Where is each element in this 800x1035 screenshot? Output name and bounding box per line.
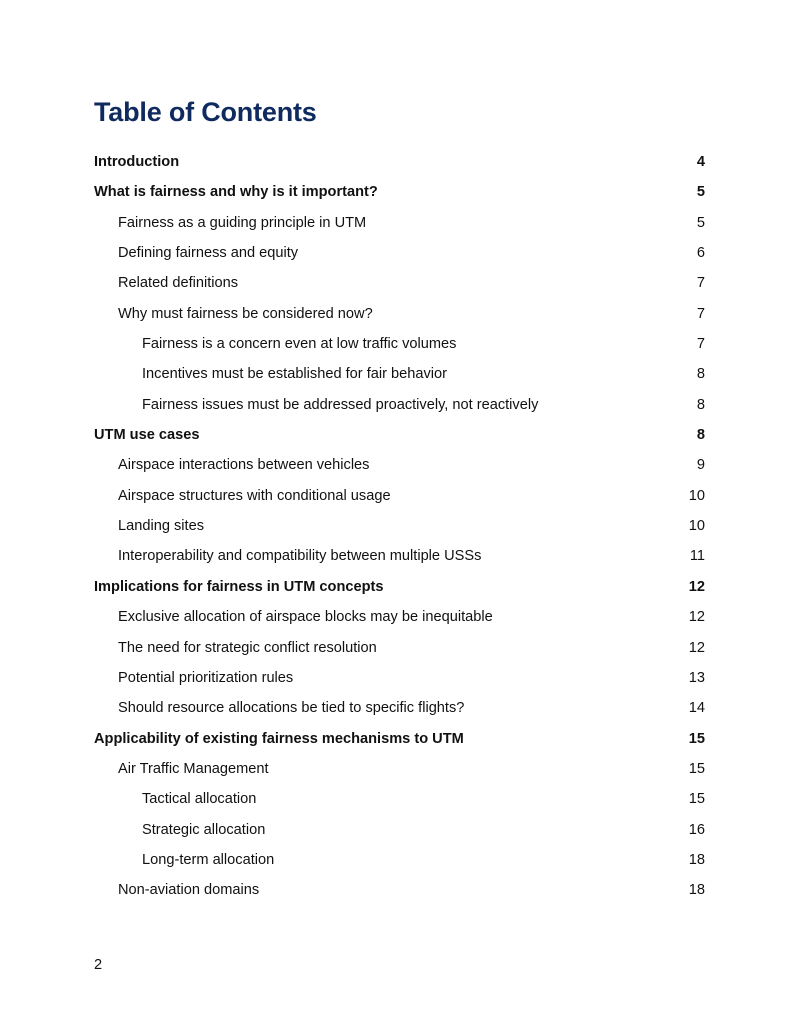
toc-entry[interactable] (0, 633, 800, 663)
toc-entry[interactable] (0, 875, 800, 905)
toc-entry[interactable] (0, 572, 800, 602)
toc-entry-page: 7 (696, 336, 705, 353)
toc-entry-page: 4 (696, 154, 705, 170)
toc-entry-title: Air Traffic Management (118, 760, 269, 777)
toc-entry-title: Applicability of existing fairness mechanisms to UTM (94, 730, 464, 747)
toc-entry-title: UTM use cases (94, 427, 200, 444)
toc-entry-page: 12 (688, 609, 705, 626)
toc-entry-page: 8 (696, 366, 705, 383)
toc-entry-title: Tactical allocation (142, 791, 257, 808)
toc-entry[interactable] (0, 208, 800, 238)
toc-entry-page: 12 (688, 639, 705, 656)
toc-entry[interactable] (0, 602, 800, 632)
toc-entry[interactable] (0, 238, 800, 268)
toc-entry[interactable] (0, 724, 800, 754)
toc-entry[interactable] (0, 663, 800, 693)
toc-entry-title: Non-aviation domains (118, 882, 260, 899)
toc-entry-title: Airspace interactions between vehicles (118, 457, 370, 474)
toc-entry-page: 18 (688, 882, 705, 899)
toc-entry-title: Related definitions (118, 275, 239, 292)
toc-entry-page: 15 (688, 791, 705, 808)
toc-entry-page: 5 (696, 184, 705, 201)
toc-entry-page: 16 (688, 821, 705, 838)
toc-entry[interactable] (0, 177, 800, 207)
toc-entry-page: 15 (688, 730, 705, 747)
toc-entry-title: Fairness is a concern even at low traffic volumes (142, 336, 457, 353)
toc-entry-title: Fairness issues must be addressed proactively, not reactively (142, 396, 539, 413)
toc-entry-title: Airspace structures with conditional usage (118, 487, 391, 504)
toc-entry-title: Introduction (94, 154, 180, 170)
toc-entry-title: Long-term allocation (142, 851, 275, 868)
toc-entry-title: Implications for fairness in UTM concepts (94, 578, 384, 595)
toc-entry-title: Interoperability and compatibility between multiple USSs (118, 548, 482, 565)
toc-entry-title: Defining fairness and equity (118, 245, 299, 262)
toc-entry-page: 12 (688, 578, 705, 595)
toc-entry-title: The need for strategic conflict resolution (118, 639, 377, 656)
toc-entry[interactable] (0, 541, 800, 571)
toc-entry-title: Why must fairness be considered now? (118, 305, 373, 322)
toc-entry-title: Fairness as a guiding principle in UTM (118, 214, 367, 231)
toc-entry-page: 13 (688, 669, 705, 686)
toc-entry[interactable] (0, 420, 800, 450)
toc-entry-title: Incentives must be established for fair behavior (142, 366, 448, 383)
toc-list (0, 147, 800, 906)
toc-entry[interactable] (0, 390, 800, 420)
toc-entry[interactable] (0, 147, 800, 177)
toc-entry-title: Strategic allocation (142, 821, 266, 838)
toc-entry[interactable] (0, 268, 800, 298)
toc-entry-page: 8 (696, 427, 705, 444)
toc-entry[interactable] (0, 481, 800, 511)
toc-entry-page: 11 (689, 548, 705, 565)
toc-entry-page: 10 (688, 487, 705, 504)
toc-entry-page: 5 (696, 214, 705, 231)
toc-entry[interactable] (0, 754, 800, 784)
toc-entry-page: 15 (688, 760, 705, 777)
toc-entry[interactable] (0, 693, 800, 723)
toc-entry-title: Landing sites (118, 518, 205, 535)
toc-entry-page: 18 (688, 851, 705, 868)
toc-entry[interactable] (0, 329, 800, 359)
toc-entry-page: 7 (696, 305, 705, 322)
toc-entry[interactable] (0, 511, 800, 541)
toc-entry[interactable] (0, 815, 800, 845)
toc-entry-page: 7 (696, 275, 705, 292)
toc-entry[interactable] (0, 784, 800, 814)
toc-entry-page: 14 (688, 700, 705, 717)
toc-entry[interactable] (0, 299, 800, 329)
page-title: Table of Contents (94, 97, 317, 127)
toc-entry[interactable] (0, 845, 800, 875)
toc-entry-title: Potential prioritization rules (118, 669, 294, 686)
toc-entry-page: 10 (688, 518, 705, 535)
toc-entry-page: 9 (696, 457, 705, 474)
toc-entry-title: Exclusive allocation of airspace blocks may be inequitable (118, 609, 493, 626)
toc-entry[interactable] (0, 359, 800, 389)
toc-entry-title: What is fairness and why is it important? (94, 184, 378, 201)
toc-entry-title: Should resource allocations be tied to specific flights? (118, 700, 465, 717)
page-number: 2 (94, 957, 103, 973)
toc-entry-page: 8 (696, 396, 705, 413)
toc-entry[interactable] (0, 450, 800, 480)
toc-entry-page: 6 (696, 245, 705, 262)
